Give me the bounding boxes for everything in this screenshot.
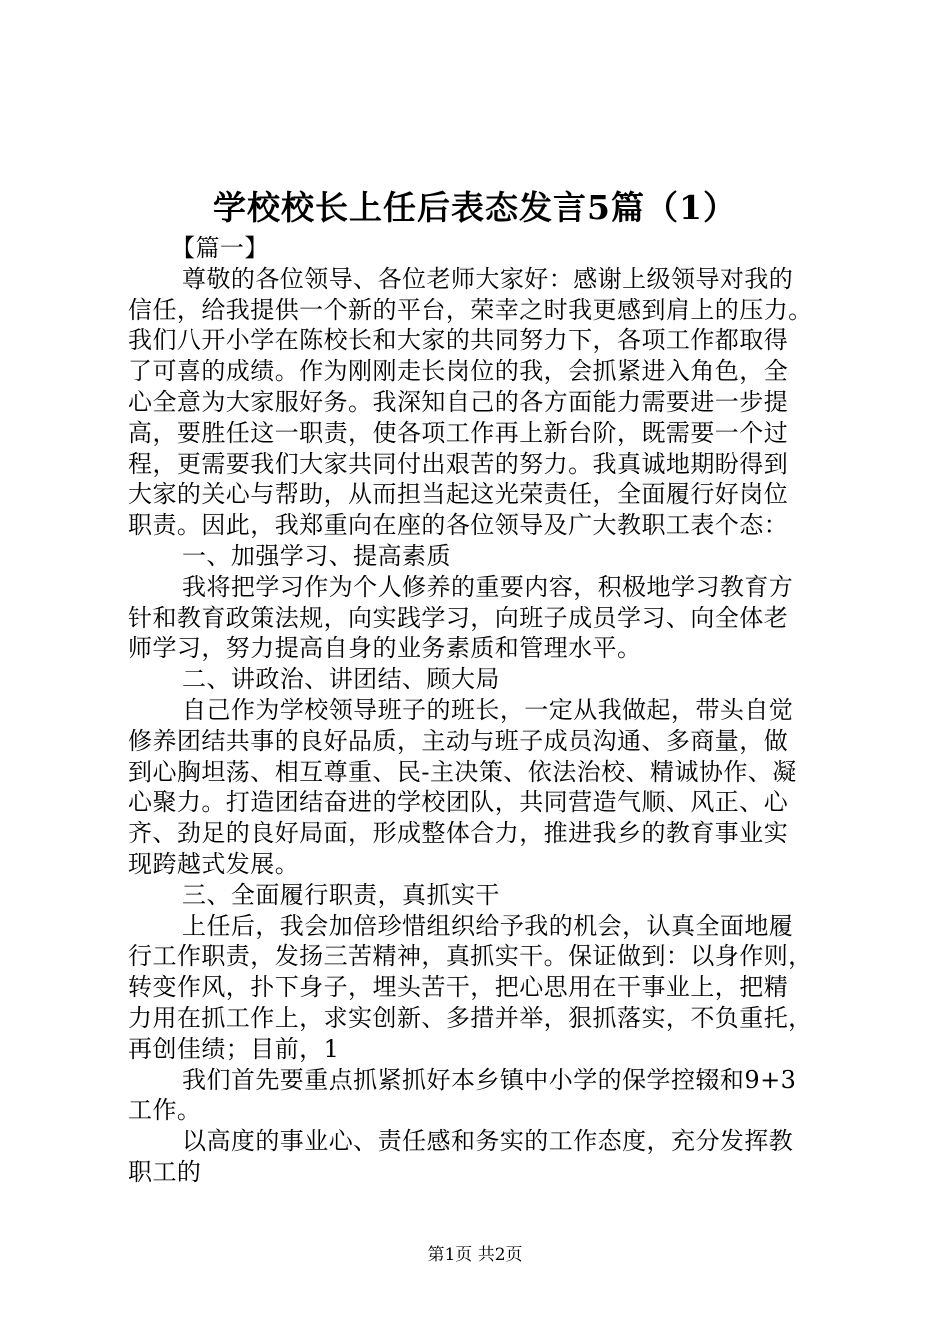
paragraph-line: 自己作为学校领导班子的班长，一定从我做起，带头自觉 <box>182 695 794 724</box>
paragraph-line: 以高度的事业心、责任感和务实的工作态度，充分发挥教 <box>182 1127 794 1156</box>
subheading: 一、加强学习、提高素质 <box>182 541 451 570</box>
paragraph-line: 高，要胜任这一职责，使各项工作再上新台阶，既需要一个过 <box>128 418 789 447</box>
paragraph-line: 心全意为大家服好务。我深知自己的各方面能力需要进一步提 <box>128 387 789 416</box>
subheading: 二、讲政治、讲团结、顾大局 <box>182 665 500 694</box>
paragraph-line: 工作。 <box>128 1096 202 1125</box>
paragraph-line: 力用在抓工作上，求实创新、多措并举，狠抓落实，不负重托， <box>128 1003 813 1032</box>
paragraph-line: 了可喜的成绩。作为刚刚走长岗位的我，会抓紧进入角色，全 <box>128 357 789 386</box>
paragraph-line: 修养团结共事的良好品质，主动与班子成员沟通、多商量，做 <box>128 726 789 755</box>
document-body <box>128 233 856 1188</box>
paragraph-line: 我们八开小学在陈校长和大家的共同努力下，各项工作都取得 <box>128 326 789 355</box>
paragraph-line: 职责。因此，我郑重向在座的各位领导及广大教职工表个态： <box>128 511 789 540</box>
paragraph-line: 师学习，努力提高自身的业务素质和管理水平。 <box>128 634 642 663</box>
paragraph-line: 行工作职责，发扬三苦精神，真抓实干。保证做到：以身作则， <box>128 942 813 971</box>
paragraph-line: 到心胸坦荡、相互尊重、民-主决策、依法治校、精诚协作、凝 <box>128 757 797 786</box>
paragraph-line: 程，更需要我们大家共同付出艰苦的努力。我真诚地期盼得到 <box>128 449 789 478</box>
paragraph-line: 大家的关心与帮助，从而担当起这光荣责任，全面履行好岗位 <box>128 480 789 509</box>
subheading: 三、全面履行职责，真抓实干 <box>182 880 500 909</box>
paragraph-line: 信任，给我提供一个新的平台，荣幸之时我更感到肩上的压力。 <box>128 295 813 324</box>
paragraph-line: 上任后，我会加倍珍惜组织给予我的机会，认真全面地履 <box>182 911 794 940</box>
paragraph-line: 尊敬的各位领导、各位老师大家好：感谢上级领导对我的 <box>182 264 794 293</box>
paragraph-line: 再创佳绩；目前，1 <box>128 1034 340 1063</box>
paragraph-line: 针和教育政策法规，向实践学习，向班子成员学习、向全体老 <box>128 603 789 632</box>
paragraph-line: 转变作风，扑下身子，埋头苦干，把心思用在干事业上，把精 <box>128 973 789 1002</box>
paragraph-line: 我将把学习作为个人修养的重要内容，积极地学习教育方 <box>182 572 794 601</box>
paragraph-line: 我们首先要重点抓紧抓好本乡镇中小学的保学控辍和9+3 <box>182 1065 797 1094</box>
paragraph-line: 现跨越式发展。 <box>128 849 300 878</box>
section-heading: 【篇一】 <box>171 234 269 262</box>
page-footer: 第1页 共2页 <box>427 1245 523 1265</box>
paragraph-line: 职工的 <box>128 1157 202 1186</box>
document-title: 学校校长上任后表态发言5篇（1） <box>213 188 737 227</box>
paragraph-line: 心聚力。打造团结奋进的学校团队，共同营造气顺、风正、心 <box>128 788 789 817</box>
paragraph-line: 齐、劲足的良好局面，形成整体合力，推进我乡的教育事业实 <box>128 819 789 848</box>
